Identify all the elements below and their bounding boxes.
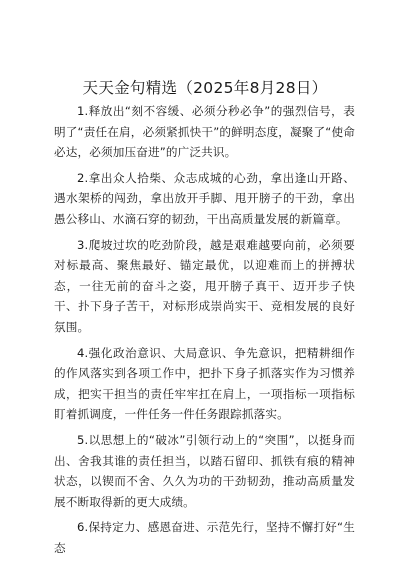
paragraph-3: 3.爬坡过坎的吃劲阶段，越是艰难越要向前，必须要对标最高、聚焦最好、锚定最优，以迎难而上的拼搏状态，一往无前的奋斗之姿，甩开膀子真干、迈开步子快干、扑下身子苦干，对标形成崇尚实干、竞相发展的良好氛围。 (54, 237, 355, 334)
paragraph-2: 2.拿出众人拾柴、众志成城的心劲，拿出逢山开路、遇水架桥的闯劲，拿出放开手脚、甩开膀子的干劲，拿出愚公移山、水滴石穿的韧劲，干出高质量发展的新篇章。 (54, 170, 355, 226)
paragraph-4: 4.强化政治意识、大局意识、争先意识，把精耕细作的作风落实到各项工作中，把扑下身子抓落实作为习惯养成，把实干担当的责任牢牢扛在肩上，一项指标一项指标盯着抓调度，一件任务一件任务跟踪抓落实。 (54, 345, 355, 422)
paragraph-5: 5.以思想上的“破冰”引领行动上的“突围”，以挺身而出、舍我其谁的责任担当，以踏石留印、抓铁有痕的精神状态，以锲而不舍、久久为功的干劲韧劲，推动高质量发展不断取得新的更大成绩。 (54, 432, 355, 509)
paragraph-1: 1.释放出“刻不容缓、必须分秒必争”的强烈信号，表明了“责任在肩，必须紧抓快干”的鲜明态度，凝聚了“使命必达，必须加压奋进”的广泛共识。 (54, 104, 355, 160)
paragraph-6: 6.保持定力、感恩奋进、示范先行，坚持不懈打好“生态 (54, 520, 355, 555)
document-body (54, 101, 355, 563)
document-title: 天天金句精选（2025年8月28日） (82, 79, 328, 97)
